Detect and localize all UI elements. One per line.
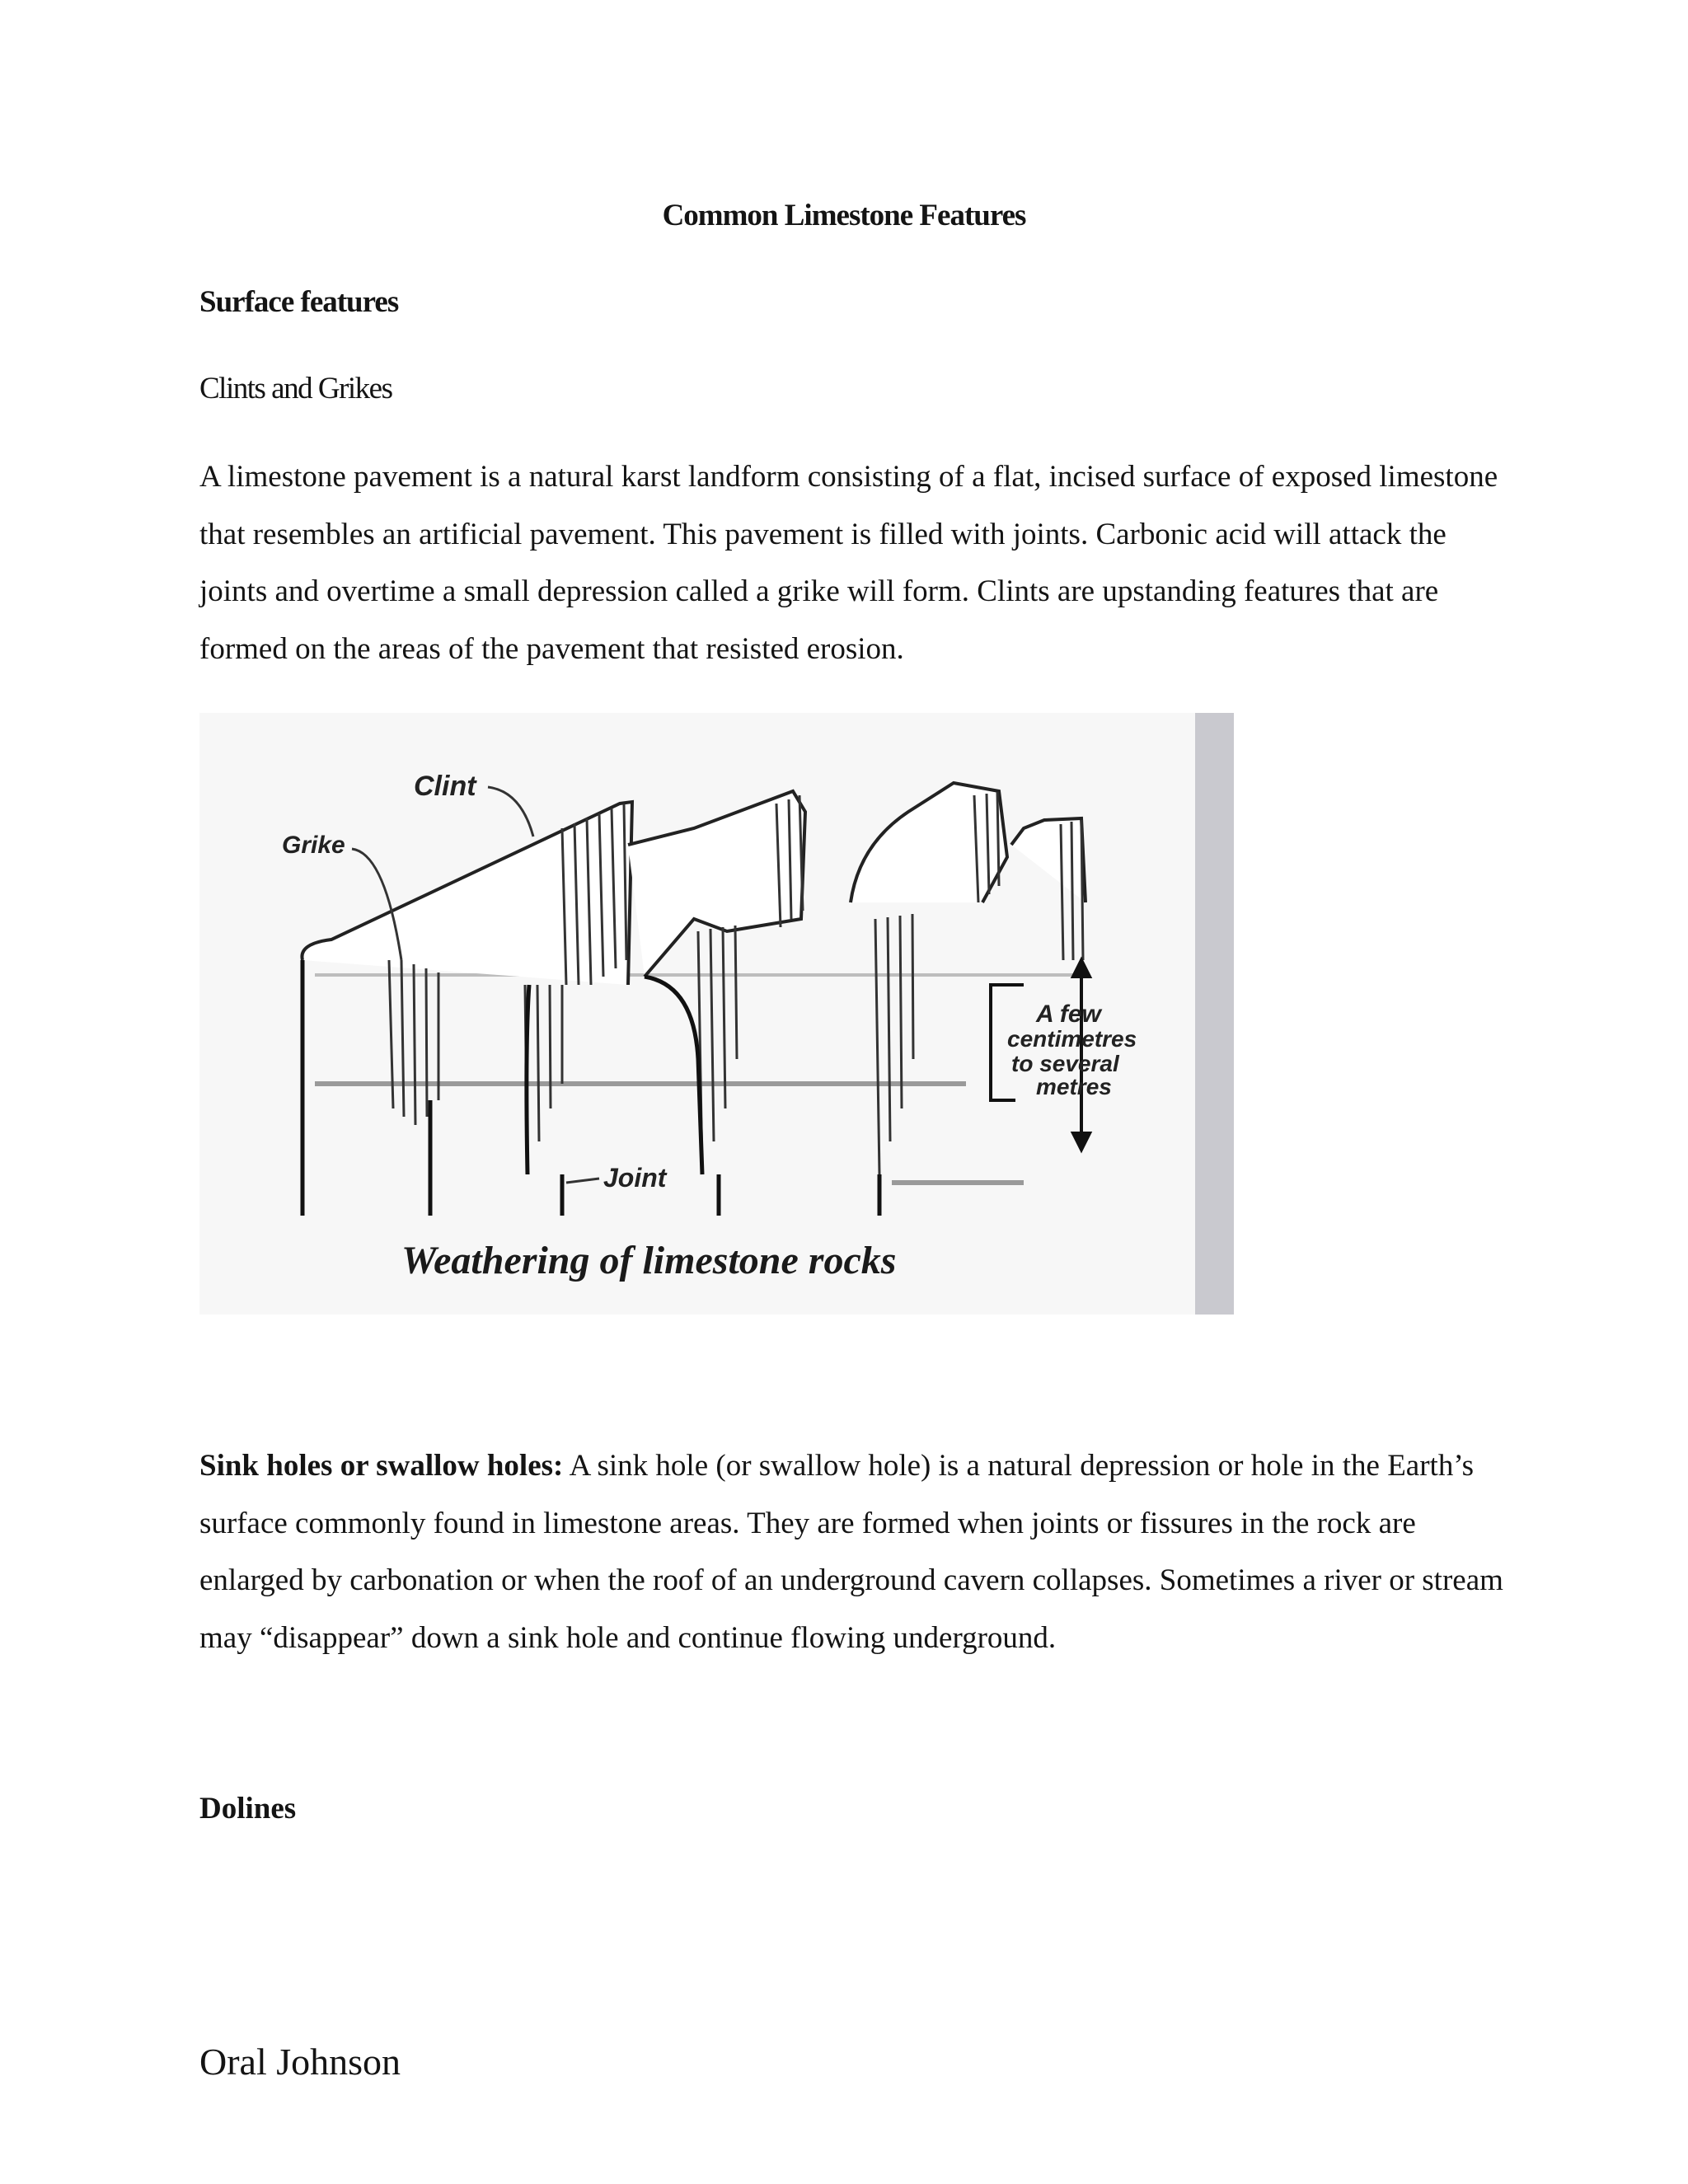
sink-holes-text: A sink hole (or swallow hole) is a natural depression or hole in the Earth’s surface commonly found in limestone areas. They are formed when joints or fissures in the rock are enlarged by carbonation or when the roof of an underground cavern collapses. Sometimes a river or stream may “disappear” down a sink hole and continue flowing underground. xyxy=(199,1449,1503,1655)
label-depth-line-4: metres xyxy=(1036,1074,1112,1099)
limestone-diagram xyxy=(199,713,1234,1315)
label-grike: Grike xyxy=(282,832,345,859)
section-heading: Surface features xyxy=(199,285,399,319)
label-joint: Joint xyxy=(603,1163,667,1193)
subheading: Clints and Grikes xyxy=(199,372,392,405)
label-depth-line-2: centimetres xyxy=(1007,1026,1137,1052)
figure-caption: Weathering of limestone rocks xyxy=(401,1239,897,1282)
limestone-weathering-figure xyxy=(199,713,1234,1315)
heading-dolines: Dolines xyxy=(199,1792,297,1825)
author-name: Oral Johnson xyxy=(199,2041,401,2083)
page-title: Common Limestone Features xyxy=(662,199,1026,232)
figure-edge-shadow xyxy=(1195,713,1234,1315)
paragraph-limestone-pavement: A limestone pavement is a natural karst landform consisting of a flat, incised surface of exposed limestone that resembles an artificial pavement. This pavement is filled with joints. Carbonic acid will attack the joints and overtime a small depression called a grike will form. Clints are upstanding features that are formed on the areas of the pavement that resisted erosion. xyxy=(199,460,1498,666)
label-clint: Clint xyxy=(414,771,476,802)
sink-holes-label: Sink holes or swallow holes: xyxy=(199,1449,564,1483)
label-depth-line-1: A few xyxy=(1036,1001,1101,1028)
paragraph-sink-holes xyxy=(199,1437,1518,1666)
label-depth-line-3: to several xyxy=(1011,1051,1119,1076)
